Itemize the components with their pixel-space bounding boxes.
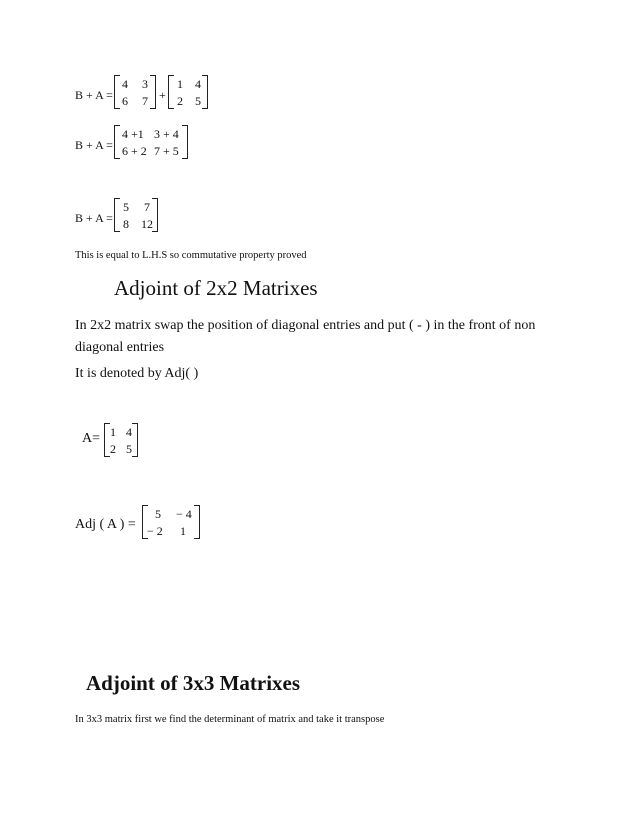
eq3-matrix — [114, 198, 158, 232]
matrix-a — [104, 423, 138, 457]
eq1-label: B + A = — [75, 88, 113, 102]
matrix-cell: 12 — [141, 217, 153, 231]
heading-adjoint-3x3: Adjoint of 3x3 Matrixes — [86, 671, 301, 695]
matrix-cell: 1 — [110, 425, 116, 439]
matrix-cell: 2 — [177, 94, 183, 108]
para2: It is denoted by Adj( ) — [75, 366, 199, 381]
eq1-matrix-a — [168, 75, 208, 109]
matrix-cell: 3 + 4 — [154, 127, 179, 141]
matrix-cell: 7 + 5 — [154, 144, 179, 158]
matrix-cell: − 2 — [147, 524, 163, 538]
matrix-cell: 4 — [195, 77, 201, 91]
matrix-cell: 5 — [126, 442, 132, 456]
matrix-cell: 5 — [155, 507, 161, 521]
matrix-cell: 1 — [177, 77, 183, 91]
para3: In 3x3 matrix first we find the determinant of matrix and take it transpose — [75, 714, 385, 725]
matrix-cell: 6 — [122, 94, 128, 108]
matrix-cell: 7 — [144, 200, 150, 214]
commutative-note: This is equal to L.H.S so commutative property proved — [75, 250, 307, 261]
eq3-label: B + A = — [75, 211, 113, 225]
plus-sign: + — [159, 88, 166, 102]
matrix-cell: − 4 — [176, 507, 192, 521]
matrix-cell: 7 — [142, 94, 148, 108]
matrix-cell: 5 — [123, 200, 129, 214]
matrix-cell: 4 — [126, 425, 132, 439]
matrix-cell: 2 — [110, 442, 116, 456]
matrix-cell: 1 — [180, 524, 186, 538]
para1-line2: diagonal entries — [75, 340, 165, 355]
para1-line1: In 2x2 matrix swap the position of diagonal entries and put ( - ) in the front of non — [75, 318, 536, 333]
matrix-cell: 4 +1 — [122, 127, 144, 141]
eq2-matrix — [114, 125, 188, 159]
adj-a-matrix — [142, 505, 200, 539]
eq1-matrix-b — [114, 75, 156, 109]
eqA-label: A= — [82, 431, 101, 446]
matrix-cell: 3 — [142, 77, 148, 91]
matrix-cell: 4 — [122, 77, 128, 91]
eqAdj-label: Adj ( A ) = — [75, 517, 136, 532]
eq2-label: B + A = — [75, 138, 113, 152]
matrix-cell: 8 — [123, 217, 129, 231]
matrix-cell: 6 + 2 — [122, 144, 147, 158]
matrix-cell: 5 — [195, 94, 201, 108]
heading-adjoint-2x2: Adjoint of 2x2 Matrixes — [114, 276, 318, 300]
